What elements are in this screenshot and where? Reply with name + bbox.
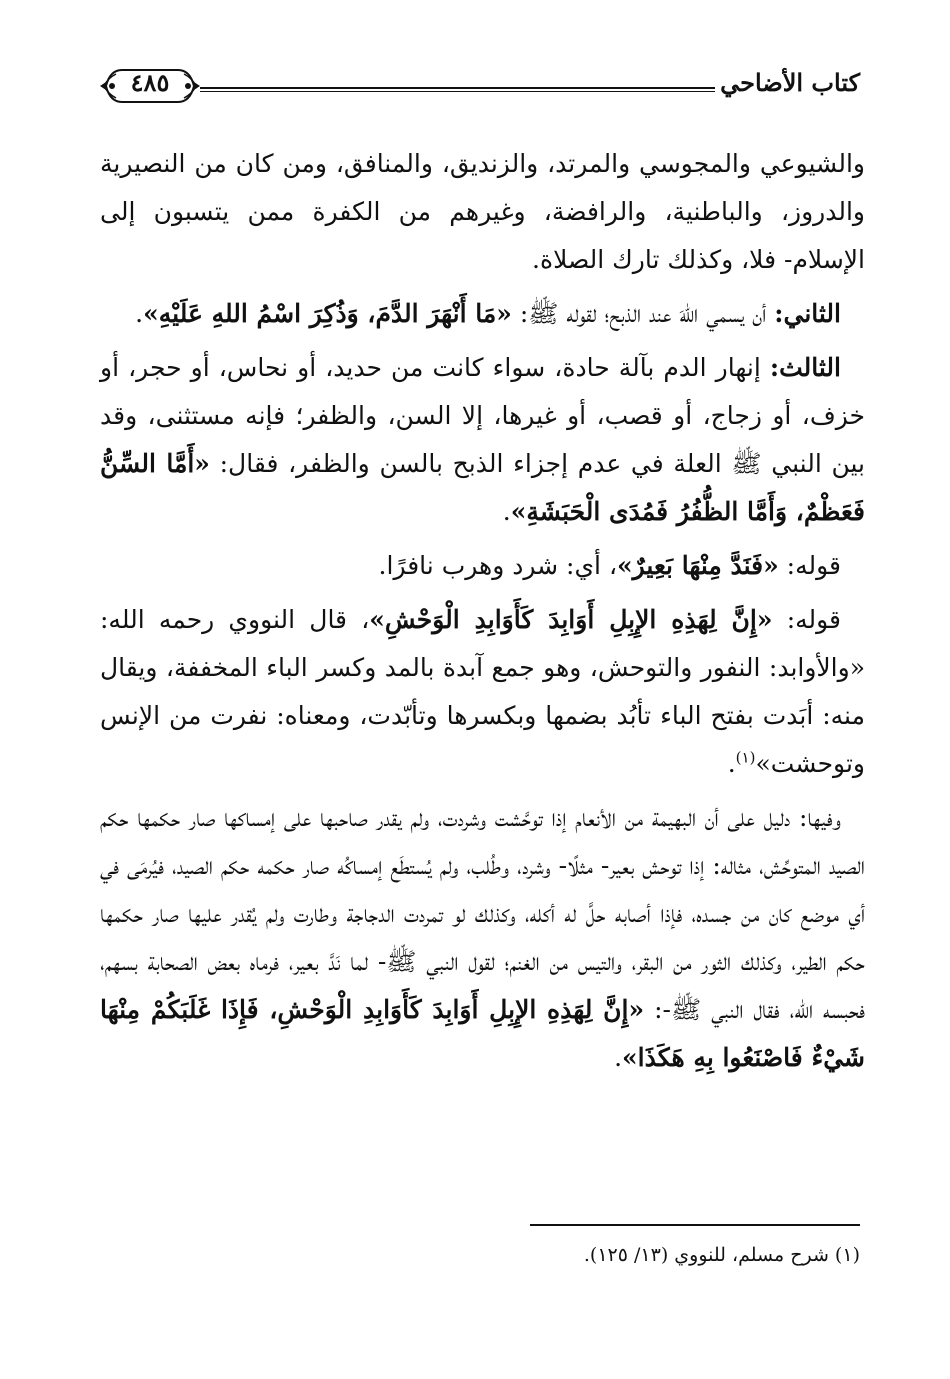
paragraph-4-quote: «فَنَدَّ مِنْهَا بَعِيرٌ» <box>617 551 779 580</box>
paragraph-5-end: . <box>727 749 736 778</box>
paragraph-6 <box>100 794 865 1082</box>
paragraph-5 <box>100 596 865 788</box>
paragraph-2-quote: «مَا أَنْهَرَ الدَّمَ، وَذُكِرَ اسْمُ اللهِ عَلَيْهِ» <box>143 299 512 328</box>
paragraph-5-text: ، قال النووي رحمه الله: «والأوابد: النفور والتوحش، وهو جمع آبدة بالمد وكسر الباء المخففة، ويقال منه: أبَدت بفتح الباء تأبُد بضمها وبكسرها وتأبّدت، ومعناه: نفرت من الإنس وتوحشت» <box>100 605 865 778</box>
paragraph-2-text: أن يسمي اللهَ عند الذبح؛ لقوله ﷺ: <box>511 299 775 328</box>
running-title: كتاب الأضاحي <box>720 68 860 97</box>
paragraph-3-quote: «أَمَّا السِّنُّ فَعَظْمٌ، وَأَمَّا الظُّفُرُ فَمُدَى الْحَبَشَةِ» <box>100 449 865 526</box>
paragraph-3 <box>100 344 865 536</box>
paragraph-2-end: . <box>135 299 144 328</box>
footnote-ref-1[interactable]: (١) <box>735 748 756 767</box>
footnote-separator <box>530 1224 860 1226</box>
paragraph-3-label: الثالث: <box>769 353 841 382</box>
paragraph-1 <box>100 140 865 284</box>
page-header <box>100 62 860 112</box>
page-number-badge <box>100 64 200 108</box>
header-rule <box>200 87 715 92</box>
paragraph-6-end: . <box>614 1043 623 1072</box>
paragraph-4-pre: قوله: <box>778 551 841 580</box>
paragraph-4-text: ، أي: شرد وهرب نافرًا. <box>378 551 618 580</box>
paragraph-6-text: وفيها: دليل على أن البهيمة من الأنعام إذا توحَّشت وشردت، ولم يقدر صاحبها على إمساكها صار حكمها حكم الصيد المتوحِّش، مثاله: إذا توحش بعير- مثلًا- وشرد، وطُلب، ولم يُستطَع إمساكُه صار حكمه حكم الصيد، فيُرمَى في أي موضع كان من جسده، فإذا أصابه حلَّ له أكله، وكذلك لو تمردت الدجاجة وطارت ولم يُقدر عليها صار حكمها حكم الطير، وكذلك الثور من البقر، والتيس من الغنم؛ لقول النبي ﷺ- لما نَدَّ بعير، فرماه بعض الصحابة بسهم، فحبسه الله، فقال النبي ﷺ-: <box>100 803 865 1024</box>
page-number: ٤٨٥ <box>130 68 170 97</box>
paragraph-6-quote: «إِنَّ لِهَذِهِ الإِبِلِ أَوَابِدَ كَأَوَابِدِ الْوَحْشِ، فَإِذَا غَلَبَكُمْ مِنْهَا شَيْءٌ فَاصْنَعُوا بِهِ هَكَذَا» <box>100 995 865 1072</box>
paragraph-2-label: الثاني: <box>774 299 841 328</box>
paragraph-5-pre: قوله: <box>772 605 841 634</box>
paragraph-1-text: والشيوعي والمجوسي والمرتد، والزنديق، والمنافق، ومن كان من النصيرية والدروز، والباطنية، والرافضة، وغيرهم من الكفرة ممن يتسبون إلى الإسلام- فلا، وكذلك تارك الصلاة. <box>100 149 865 274</box>
footnote-1: (١) شرح مسلم، للنووي (١٣/ ١٢٥). <box>583 1244 860 1266</box>
paragraph-3-text: إنهار الدم بآلة حادة، سواء كانت من حديد، أو نحاس، أو حجر، أو خزف، أو زجاج، أو قصب، أو غيرها، إلا السن، والظفر؛ فإنه مستثنى، وقد بين النبي ﷺ العلة في عدم إجزاء الذبح بالسن والظفر، فقال: <box>100 353 865 478</box>
paragraph-5-quote: «إِنَّ لِهَذِهِ الإِبِلِ أَوَابِدَ كَأَوَابِدِ الْوَحْشِ» <box>369 605 773 634</box>
paragraph-3-end: . <box>502 497 511 526</box>
paragraph-4 <box>100 542 865 590</box>
paragraph-2 <box>100 290 865 338</box>
main-text <box>100 140 865 1088</box>
